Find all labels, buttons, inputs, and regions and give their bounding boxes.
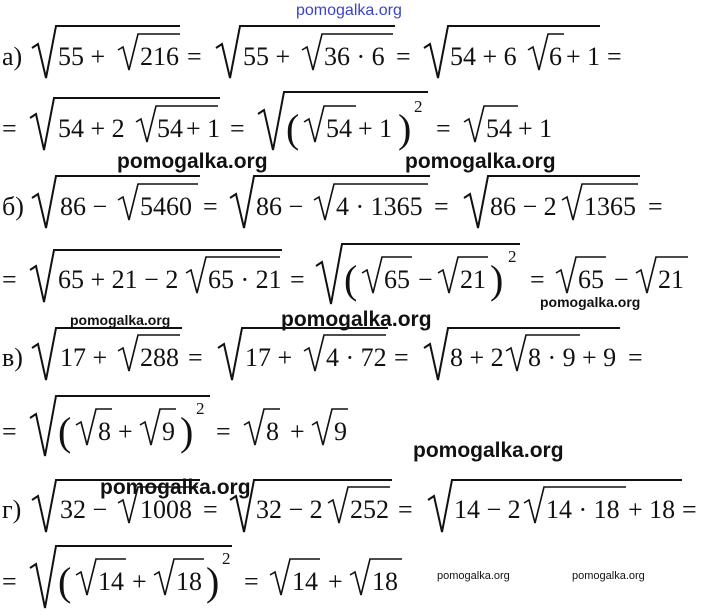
plus: +: [328, 567, 343, 596]
expr: + 1: [358, 114, 393, 143]
equals: =: [648, 192, 663, 221]
equals: =: [2, 114, 17, 143]
equals: =: [434, 192, 449, 221]
row-a1: [2, 26, 622, 78]
expr: 8: [98, 417, 111, 446]
equals: =: [203, 192, 218, 221]
plus: +: [118, 417, 133, 446]
exponent: 2: [196, 399, 205, 418]
plus: +: [132, 567, 147, 596]
watermark: pomogalka.org: [100, 476, 251, 499]
watermark: pomogalka.org: [540, 294, 641, 310]
equals: =: [530, 265, 545, 294]
expr: 54 + 2: [58, 114, 125, 143]
expr: 9: [162, 417, 175, 446]
equals: =: [216, 417, 231, 446]
exponent: 2: [222, 549, 231, 568]
exponent: 2: [414, 97, 423, 116]
expr: + 1: [566, 42, 601, 71]
equals: =: [396, 42, 411, 71]
equals: =: [607, 42, 622, 71]
expr: 55 +: [58, 42, 106, 71]
expr: 18: [176, 567, 202, 596]
label-c: в): [2, 343, 23, 372]
left-paren: (: [286, 106, 300, 151]
expr: 9: [334, 417, 347, 446]
expr: 5460: [140, 192, 192, 221]
right-paren: ): [180, 409, 194, 454]
expr: 55 +: [243, 42, 291, 71]
minus: −: [614, 265, 629, 294]
expr: 18: [372, 567, 398, 596]
expr: 8 · 9: [528, 343, 576, 372]
right-paren: ): [490, 257, 504, 302]
exponent: 2: [508, 247, 517, 266]
expr: 54 + 6: [450, 42, 517, 71]
left-paren: (: [344, 257, 358, 302]
expr: 36 · 6: [324, 42, 385, 71]
row-c2: [2, 396, 348, 456]
expr: + 1: [518, 114, 553, 143]
equals: =: [2, 417, 17, 446]
expr: 288: [140, 343, 179, 372]
expr: 14: [292, 567, 318, 596]
expr: 4 · 72: [326, 343, 387, 372]
equals: =: [2, 265, 17, 294]
expr: 216: [140, 42, 179, 71]
watermark: pomogalka.org: [413, 439, 564, 462]
expr: 86 −: [60, 192, 108, 221]
expr: + 18: [628, 495, 676, 524]
equals: =: [230, 114, 245, 143]
expr: + 9: [582, 343, 617, 372]
equals: =: [203, 495, 218, 524]
watermark: pomogalka.org: [572, 570, 645, 582]
expr: 65 + 21 − 2: [58, 265, 179, 294]
expr: 6: [549, 42, 562, 71]
row-a2: [2, 92, 552, 151]
expr: + 1: [186, 114, 221, 143]
expr: 14 − 2: [454, 495, 521, 524]
expr: 86 − 2: [490, 192, 557, 221]
row-c1: [2, 328, 643, 380]
expr: 54: [157, 114, 183, 143]
equals: =: [244, 567, 259, 596]
expr: 54: [326, 114, 352, 143]
equals: =: [187, 42, 202, 71]
expr: 17 +: [60, 343, 108, 372]
row-d2: [2, 546, 402, 608]
plus: +: [290, 417, 305, 446]
minus: −: [418, 265, 433, 294]
expr: 65 · 21: [208, 265, 282, 294]
expr: 32 − 2: [256, 495, 323, 524]
expr: 65: [578, 265, 604, 294]
equals: =: [398, 495, 413, 524]
equals: =: [628, 343, 643, 372]
expr: 21: [460, 265, 486, 294]
equals: =: [2, 567, 17, 596]
expr: 4 · 1365: [336, 192, 423, 221]
watermark: pomogalka.org: [70, 312, 171, 328]
watermark: pomogalka.org: [405, 150, 556, 173]
equals: =: [188, 343, 203, 372]
expr: 65: [384, 265, 410, 294]
expr: 54: [486, 114, 512, 143]
label-d: г): [2, 495, 22, 524]
expr: 21: [658, 265, 684, 294]
left-paren: (: [58, 409, 72, 454]
label-a: а): [2, 42, 23, 71]
expr: 17 +: [245, 343, 293, 372]
watermark: pomogalka.org: [437, 570, 510, 582]
right-paren: ): [206, 559, 220, 604]
watermark: pomogalka.org: [117, 150, 268, 173]
equals: =: [682, 495, 697, 524]
equals: =: [436, 114, 451, 143]
label-b: б): [2, 192, 24, 221]
expr: 1008: [140, 495, 192, 524]
right-paren: ): [398, 106, 412, 151]
expr: 86 −: [256, 192, 304, 221]
watermark: pomogalka.org: [281, 308, 432, 331]
expr: 32 −: [60, 495, 108, 524]
expr: 8 + 2: [450, 343, 504, 372]
expr: 14: [98, 567, 124, 596]
watermark-top: pomogalka.org: [296, 2, 402, 19]
expr: 14 · 18: [546, 495, 620, 524]
left-paren: (: [58, 559, 72, 604]
expr: 252: [350, 495, 389, 524]
expr: 1365: [584, 192, 636, 221]
equals: =: [290, 265, 305, 294]
expr: 8: [266, 417, 279, 446]
equals: =: [394, 343, 409, 372]
row-b1: [2, 176, 663, 228]
